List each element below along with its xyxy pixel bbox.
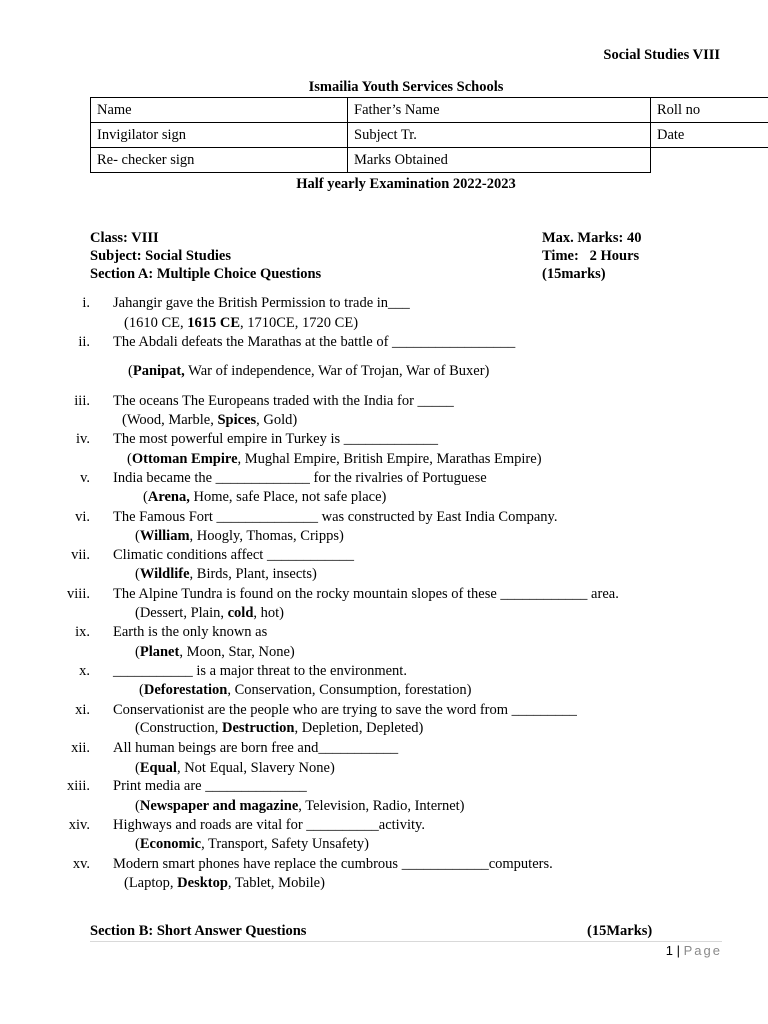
table-cell: Re- checker sign [91, 148, 348, 173]
answer-options [135, 528, 344, 545]
section-a-marks: (15marks) [542, 266, 606, 282]
question-number: ii. [78, 334, 90, 350]
footer-divider [90, 941, 722, 942]
option-text: , Birds, Plant, insects) [189, 566, 317, 582]
option-text: , hot) [253, 605, 285, 621]
exam-time: Time: 2 Hours [542, 248, 640, 264]
question-text: All human beings are born free and___________ [113, 740, 399, 756]
correct-answer: Destruction [222, 720, 295, 736]
question-number: xi. [75, 702, 90, 718]
question-number: ix. [75, 624, 90, 640]
correct-answer: Deforestation [143, 682, 228, 698]
answer-options [143, 489, 386, 506]
max-marks: Max. Marks: 40 [542, 230, 642, 246]
correct-answer: Ottoman Empire [131, 451, 238, 467]
answer-options [135, 836, 369, 853]
table-cell [651, 148, 768, 173]
correct-answer: cold [227, 605, 254, 621]
header-subject-title: Social Studies VIII [603, 47, 720, 63]
table-row [91, 123, 768, 148]
question-text: Climatic conditions affect ____________ [113, 547, 354, 563]
question-text: The oceans The Europeans traded with the India for _____ [113, 393, 454, 409]
question-number: xiv. [68, 817, 90, 833]
correct-answer: Equal [139, 760, 177, 776]
option-text: (Laptop, [124, 875, 178, 891]
option-text: (Wood, Marble, [122, 412, 218, 428]
exam-title: Half yearly Examination 2022-2023 [296, 176, 516, 192]
answer-options [124, 315, 358, 332]
question-text: Modern smart phones have replace the cumbrous ____________computers. [113, 856, 553, 872]
option-text: (Construction, [135, 720, 222, 736]
answer-options [128, 363, 489, 380]
subject-label: Subject: Social Studies [90, 248, 231, 264]
table-row [91, 98, 768, 123]
option-text: Home, safe Place, not safe place) [189, 489, 387, 505]
question-text: ___________ is a major threat to the environment. [113, 663, 407, 679]
option-text: ( [135, 644, 140, 660]
option-text: , Depletion, Depleted) [294, 720, 424, 736]
page-number: 1 [665, 943, 673, 958]
section-a-title: Section A: Multiple Choice Questions [90, 266, 322, 282]
question-number: x. [79, 663, 90, 679]
answer-options [127, 451, 542, 468]
question-text: The Famous Fort ______________ was constructed by East India Company. [113, 509, 558, 525]
question-number: v. [80, 470, 90, 486]
correct-answer: Economic [139, 836, 202, 852]
option-text: , Hoogly, Thomas, Cripps) [189, 528, 344, 544]
section-b-title: Section B: Short Answer Questions [90, 923, 307, 939]
correct-answer: Newspaper and magazine [139, 798, 299, 814]
table-cell: Father’s Name [348, 98, 651, 123]
table-cell: Invigilator sign [91, 123, 348, 148]
footer-separator: | [676, 943, 680, 958]
answer-options [122, 412, 297, 429]
question-number: i. [82, 295, 90, 311]
answer-options [135, 720, 423, 737]
table-cell: Subject Tr. [348, 123, 651, 148]
option-text: ( [143, 489, 148, 505]
correct-answer: Planet [139, 644, 180, 660]
option-text: ( [128, 363, 133, 379]
answer-options [135, 798, 465, 815]
correct-answer: 1615 CE [187, 315, 241, 331]
question-text: India became the _____________ for the rivalries of Portuguese [113, 470, 487, 486]
correct-answer: Spices [217, 412, 257, 428]
answer-options [135, 566, 317, 583]
page-label: Page [683, 943, 722, 958]
table-cell: Date [651, 123, 768, 148]
option-text: , Tablet, Mobile) [227, 875, 325, 891]
option-text: , Television, Radio, Internet) [298, 798, 465, 814]
question-number: iii. [74, 393, 90, 409]
question-text: The most powerful empire in Turkey is _____________ [113, 431, 439, 447]
option-text: , Mughal Empire, British Empire, Marathas Empire) [237, 451, 542, 467]
option-text: , Conservation, Consumption, forestation) [227, 682, 472, 698]
question-number: vii. [71, 547, 90, 563]
table-cell: Marks Obtained [348, 148, 651, 173]
correct-answer: Panipat, [132, 363, 185, 379]
table-cell: Roll no [651, 98, 768, 123]
question-number: vi. [75, 509, 90, 525]
answer-options [135, 605, 284, 622]
question-text: Print media are ______________ [113, 778, 307, 794]
correct-answer: William [139, 528, 190, 544]
option-text: ( [135, 836, 140, 852]
question-text: The Alpine Tundra is found on the rocky mountain slopes of these ____________ area. [113, 586, 619, 602]
option-text: ( [135, 566, 140, 582]
page-footer [666, 943, 722, 958]
question-number: viii. [67, 586, 90, 602]
correct-answer: Wildlife [139, 566, 190, 582]
option-text: ( [127, 451, 132, 467]
question-number: xii. [71, 740, 90, 756]
question-text: Highways and roads are vital for __________activity. [113, 817, 425, 833]
table-row [91, 148, 768, 173]
option-text: , Not Equal, Slavery None) [176, 760, 335, 776]
table-cell: Name [91, 98, 348, 123]
answer-options [124, 875, 325, 892]
class-label: Class: VIII [90, 230, 159, 246]
correct-answer: Arena, [147, 489, 190, 505]
option-text: (Dessert, Plain, [135, 605, 228, 621]
school-name: Ismailia Youth Services Schools [308, 79, 504, 95]
option-text: ( [139, 682, 144, 698]
answer-options [135, 644, 295, 661]
option-text: ( [135, 528, 140, 544]
answer-options [135, 760, 335, 777]
option-text: ( [135, 760, 140, 776]
question-text: Conservationist are the people who are trying to save the word from _________ [113, 702, 577, 718]
question-number: xiii. [67, 778, 90, 794]
question-number: iv. [76, 431, 90, 447]
question-text: Jahangir gave the British Permission to trade in___ [113, 295, 410, 311]
option-text: , Gold) [256, 412, 298, 428]
correct-answer: Desktop [177, 875, 228, 891]
section-b-marks: (15Marks) [587, 923, 653, 939]
option-text: , 1710CE, 1720 CE) [240, 315, 359, 331]
option-text: ( [135, 798, 140, 814]
question-text: Earth is the only known as [113, 624, 268, 640]
answer-options [139, 682, 471, 699]
option-text: (1610 CE, [124, 315, 188, 331]
question-number: xv. [72, 856, 90, 872]
option-text: , Transport, Safety Unsafety) [201, 836, 370, 852]
option-text: War of independence, War of Trojan, War of Buxer) [184, 363, 490, 379]
question-text: The Abdali defeats the Marathas at the battle of _________________ [113, 334, 516, 350]
student-info-table [90, 97, 768, 173]
option-text: , Moon, Star, None) [179, 644, 295, 660]
